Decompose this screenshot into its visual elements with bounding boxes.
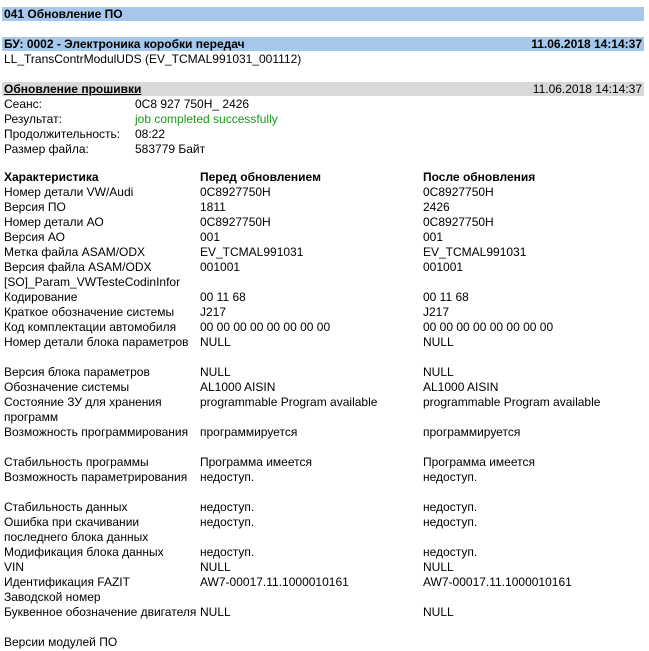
row-name: Версии модулей ПО [4, 635, 118, 649]
col-header-before: Перед обновлением [200, 170, 321, 184]
table-row [4, 200, 644, 215]
row-name: Номер детали блока параметров [4, 335, 189, 349]
row-name: Стабильность программы [4, 455, 149, 469]
table-row [4, 260, 644, 275]
table-row [4, 215, 644, 230]
table-row [4, 515, 644, 545]
ecu-module: LL_TransContrModulUDS (EV_TCMAL991031_001112) [4, 52, 302, 66]
row-before-value: недоступ. [200, 545, 255, 559]
row-before-value: 1811 [200, 200, 226, 214]
row-name: Идентификация FAZIT [4, 575, 130, 589]
table-row [4, 605, 644, 635]
row-name: Модификация блока данных [4, 545, 164, 559]
row-name: Состояние ЗУ для хранения программ [4, 395, 162, 424]
table-row [4, 590, 644, 605]
table-row [4, 545, 644, 560]
ecu-header-bar [2, 37, 644, 51]
ecu-date: 11.06.2018 14:14:37 [531, 37, 642, 51]
row-name: Кодирование [4, 290, 78, 304]
row-name: Версия АО [4, 230, 65, 244]
row-name: Возможность параметрирования [4, 470, 188, 484]
row-after-value: AW7-00017.11.1000010161 [423, 575, 572, 589]
table-row [4, 320, 644, 335]
row-name: Обозначение системы [4, 380, 130, 394]
ecu-label: БУ: 0002 - Электроника коробки передач [4, 37, 245, 51]
row-after-value: недоступ. [423, 470, 478, 484]
flash-title: Обновление прошивки [4, 82, 142, 96]
row-after-value: EV_TCMAL991031 [423, 245, 527, 259]
col-header-after: После обновления [423, 170, 536, 184]
filesize-value: 583779 Байт [135, 142, 206, 156]
table-header [4, 170, 644, 185]
row-before-value: AW7-00017.11.1000010161 [200, 575, 349, 589]
row-before-value: programmable Program available [200, 395, 378, 409]
result-value: job completed successfully [135, 112, 278, 126]
table-row [4, 455, 644, 470]
row-before-value: недоступ. [200, 470, 255, 484]
row-before-value: AL1000 AISIN [200, 380, 276, 394]
page-title-bar [2, 7, 644, 21]
row-after-value: недоступ. [423, 545, 478, 559]
row-after-value: 00 11 68 [423, 290, 469, 304]
row-name: Буквенное обозначение двигателя [4, 605, 197, 619]
row-after-value: programmable Program available [423, 395, 601, 409]
row-after-value: NULL [423, 365, 454, 379]
table-row [4, 470, 644, 500]
row-before-value: 00 00 00 00 00 00 00 00 [200, 320, 331, 334]
table-row [4, 425, 644, 455]
session-label: Сеанс: [4, 97, 42, 111]
row-name: Возможность программирования [4, 425, 189, 439]
row-before-value: 0C8927750H [200, 185, 271, 199]
table-row [4, 245, 644, 260]
duration-value: 08:22 [135, 127, 166, 141]
row-after-value: 00 00 00 00 00 00 00 00 [423, 320, 554, 334]
row-after-value: AL1000 AISIN [423, 380, 499, 394]
row-before-value: 001 [200, 230, 221, 244]
row-before-value: NULL [200, 560, 231, 574]
row-before-value: J217 [200, 305, 227, 319]
row-name: Версия файла ASAM/ODX [4, 260, 152, 274]
row-name: Номер детали VW/Audi [4, 185, 134, 199]
table-row [4, 575, 644, 590]
table-row [4, 380, 644, 395]
row-after-value: NULL [423, 560, 454, 574]
table-row [4, 305, 644, 320]
row-after-value: 001 [423, 230, 444, 244]
row-name: [SO]_Param_VWTesteCodinInfor [4, 275, 181, 289]
row-name: Ошибка при скачивании последнего блока данных [4, 515, 149, 544]
table-row [4, 560, 644, 575]
table-row [4, 185, 644, 200]
row-name: Стабильность данных [4, 500, 128, 514]
row-name: Номер детали АО [4, 215, 104, 229]
flash-date: 11.06.2018 14:14:37 [532, 82, 642, 96]
table-row [4, 290, 644, 305]
col-header-characteristic: Характеристика [4, 170, 99, 184]
row-before-value: 0C8927750H [200, 215, 271, 229]
row-name: Код комплектации автомобиля [4, 320, 177, 334]
characteristics-table [4, 185, 644, 650]
row-name: Заводской номер [4, 590, 101, 604]
table-row [4, 395, 644, 425]
table-row [4, 275, 644, 290]
row-after-value: 0C8927750H [423, 215, 494, 229]
row-before-value: NULL [200, 335, 231, 349]
row-name: VIN [4, 560, 25, 574]
row-before-value: программируется [200, 425, 298, 439]
row-before-value: недоступ. [200, 515, 255, 529]
row-after-value: недоступ. [423, 515, 478, 529]
row-before-value: NULL [200, 365, 231, 379]
row-after-value: J217 [423, 305, 450, 319]
row-name: Версия блока параметров [4, 365, 150, 379]
row-name: Краткое обозначение системы [4, 305, 175, 319]
row-before-value: 001001 [200, 260, 241, 274]
row-after-value: NULL [423, 335, 454, 349]
row-name: Метка файла ASAM/ODX [4, 245, 146, 259]
session-value: 0C8 927 750H_ 2426 [135, 97, 250, 111]
row-after-value: NULL [423, 605, 454, 619]
row-name: Версия ПО [4, 200, 66, 214]
row-before-value: Программа имеется [200, 455, 312, 469]
filesize-label: Размер файла: [4, 142, 89, 156]
row-before-value: EV_TCMAL991031 [200, 245, 304, 259]
row-after-value: 2426 [423, 200, 450, 214]
duration-label: Продолжительность: [4, 127, 121, 141]
table-row [4, 635, 644, 650]
table-row [4, 230, 644, 245]
result-label: Результат: [4, 112, 62, 126]
row-before-value: NULL [200, 605, 231, 619]
row-before-value: 00 11 68 [200, 290, 246, 304]
page-title: 041 Обновление ПО [4, 7, 123, 21]
table-row [4, 365, 644, 380]
table-row [4, 500, 644, 515]
flash-header-bar [2, 82, 644, 96]
row-after-value: 0C8927750H [423, 185, 494, 199]
table-row [4, 335, 644, 365]
row-after-value: недоступ. [423, 500, 478, 514]
row-after-value: Программа имеется [423, 455, 535, 469]
row-before-value: недоступ. [200, 500, 255, 514]
row-after-value: 001001 [423, 260, 464, 274]
row-after-value: программируется [423, 425, 521, 439]
